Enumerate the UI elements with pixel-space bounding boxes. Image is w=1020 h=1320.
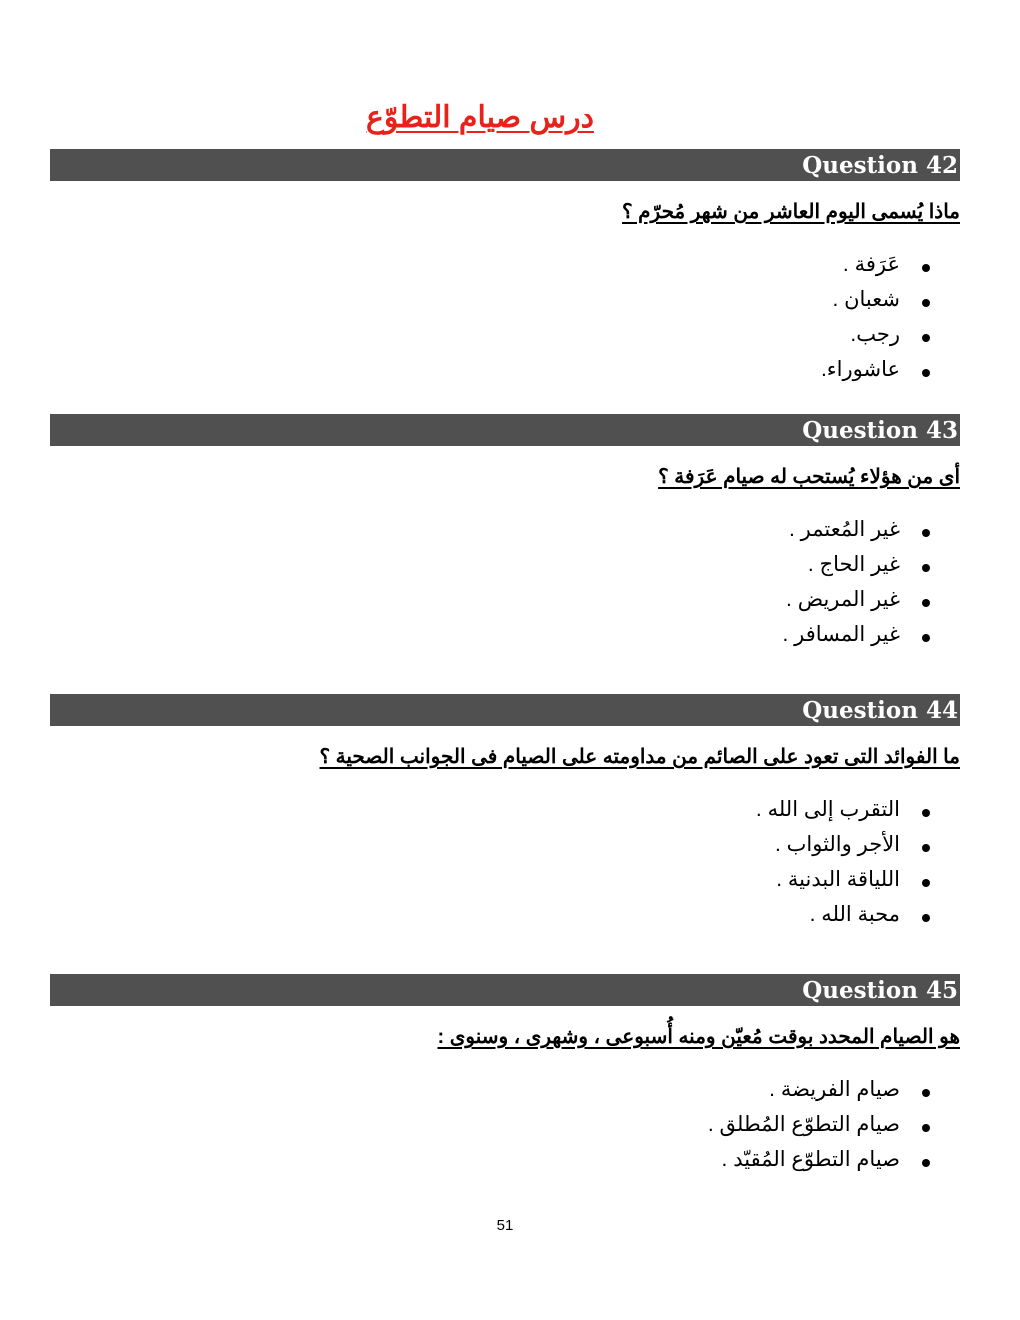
option-item xyxy=(50,247,960,282)
option-item xyxy=(50,862,960,897)
question-block xyxy=(50,414,960,652)
question-header: Question 44 xyxy=(50,694,960,726)
bullet-icon xyxy=(922,844,930,852)
option-label: عَرَفة . xyxy=(842,253,900,276)
option-label: غير المسافر . xyxy=(782,623,900,646)
bullet-icon xyxy=(922,914,930,922)
option-item xyxy=(50,547,960,582)
option-item xyxy=(50,582,960,617)
option-item xyxy=(50,897,960,932)
options-list xyxy=(50,792,960,932)
options-list xyxy=(50,1072,960,1177)
options-list xyxy=(50,512,960,652)
option-label: التقرب إلى الله . xyxy=(755,798,900,821)
option-item xyxy=(50,1072,960,1107)
option-item xyxy=(50,827,960,862)
options-list xyxy=(50,247,960,387)
option-label: صيام الفريضة . xyxy=(769,1078,900,1101)
option-label: الأجر والثواب . xyxy=(774,833,900,856)
question-block xyxy=(50,149,960,387)
option-label: غير المريض . xyxy=(786,588,900,611)
option-item xyxy=(50,792,960,827)
option-label: غير المُعتمر . xyxy=(789,518,900,541)
bullet-icon xyxy=(922,529,930,537)
bullet-icon xyxy=(922,264,930,272)
bullet-icon xyxy=(922,634,930,642)
question-block xyxy=(50,694,960,932)
page-title: درس صيام التطوّع xyxy=(366,101,594,134)
bullet-icon xyxy=(922,1159,930,1167)
option-item xyxy=(50,317,960,352)
bullet-icon xyxy=(922,564,930,572)
question-text: ما الفوائد التى تعود على الصائم من مداومته على الصيام فى الجوانب الصحية ؟ xyxy=(319,746,960,768)
bullet-icon xyxy=(922,299,930,307)
option-item xyxy=(50,1107,960,1142)
option-item xyxy=(50,512,960,547)
option-label: اللياقة البدنية . xyxy=(776,868,900,891)
option-label: محبة الله . xyxy=(809,903,900,926)
bullet-icon xyxy=(922,334,930,342)
bullet-icon xyxy=(922,599,930,607)
question-text: هو الصيام المحدد بوقت مُعيّن ومنه أُسبوعى ، وشهرى ، وسنوى : xyxy=(437,1026,960,1048)
question-text: ماذا يُسمى اليوم العاشر من شهر مُحرّم ؟ xyxy=(622,201,960,223)
option-item xyxy=(50,617,960,652)
option-label: صيام التطوّع المُطلق . xyxy=(707,1113,900,1136)
option-label: شعبان . xyxy=(832,288,900,311)
question-text: أى من هؤلاء يُستحب له صيام عَرَفة ؟ xyxy=(658,466,960,488)
question-header: Question 43 xyxy=(50,414,960,446)
option-item xyxy=(50,1142,960,1177)
option-label: عاشوراء. xyxy=(820,358,900,381)
page-number: 51 xyxy=(496,1217,514,1234)
bullet-icon xyxy=(922,879,930,887)
bullet-icon xyxy=(922,809,930,817)
option-item xyxy=(50,282,960,317)
option-item xyxy=(50,352,960,387)
question-block xyxy=(50,974,960,1177)
bullet-icon xyxy=(922,1089,930,1097)
question-header: Question 45 xyxy=(50,974,960,1006)
question-header: Question 42 xyxy=(50,149,960,181)
option-label: غير الحاج . xyxy=(807,553,900,576)
bullet-icon xyxy=(922,369,930,377)
bullet-icon xyxy=(922,1124,930,1132)
option-label: رجب. xyxy=(850,323,900,346)
option-label: صيام التطوّع المُقيّد . xyxy=(721,1148,900,1171)
